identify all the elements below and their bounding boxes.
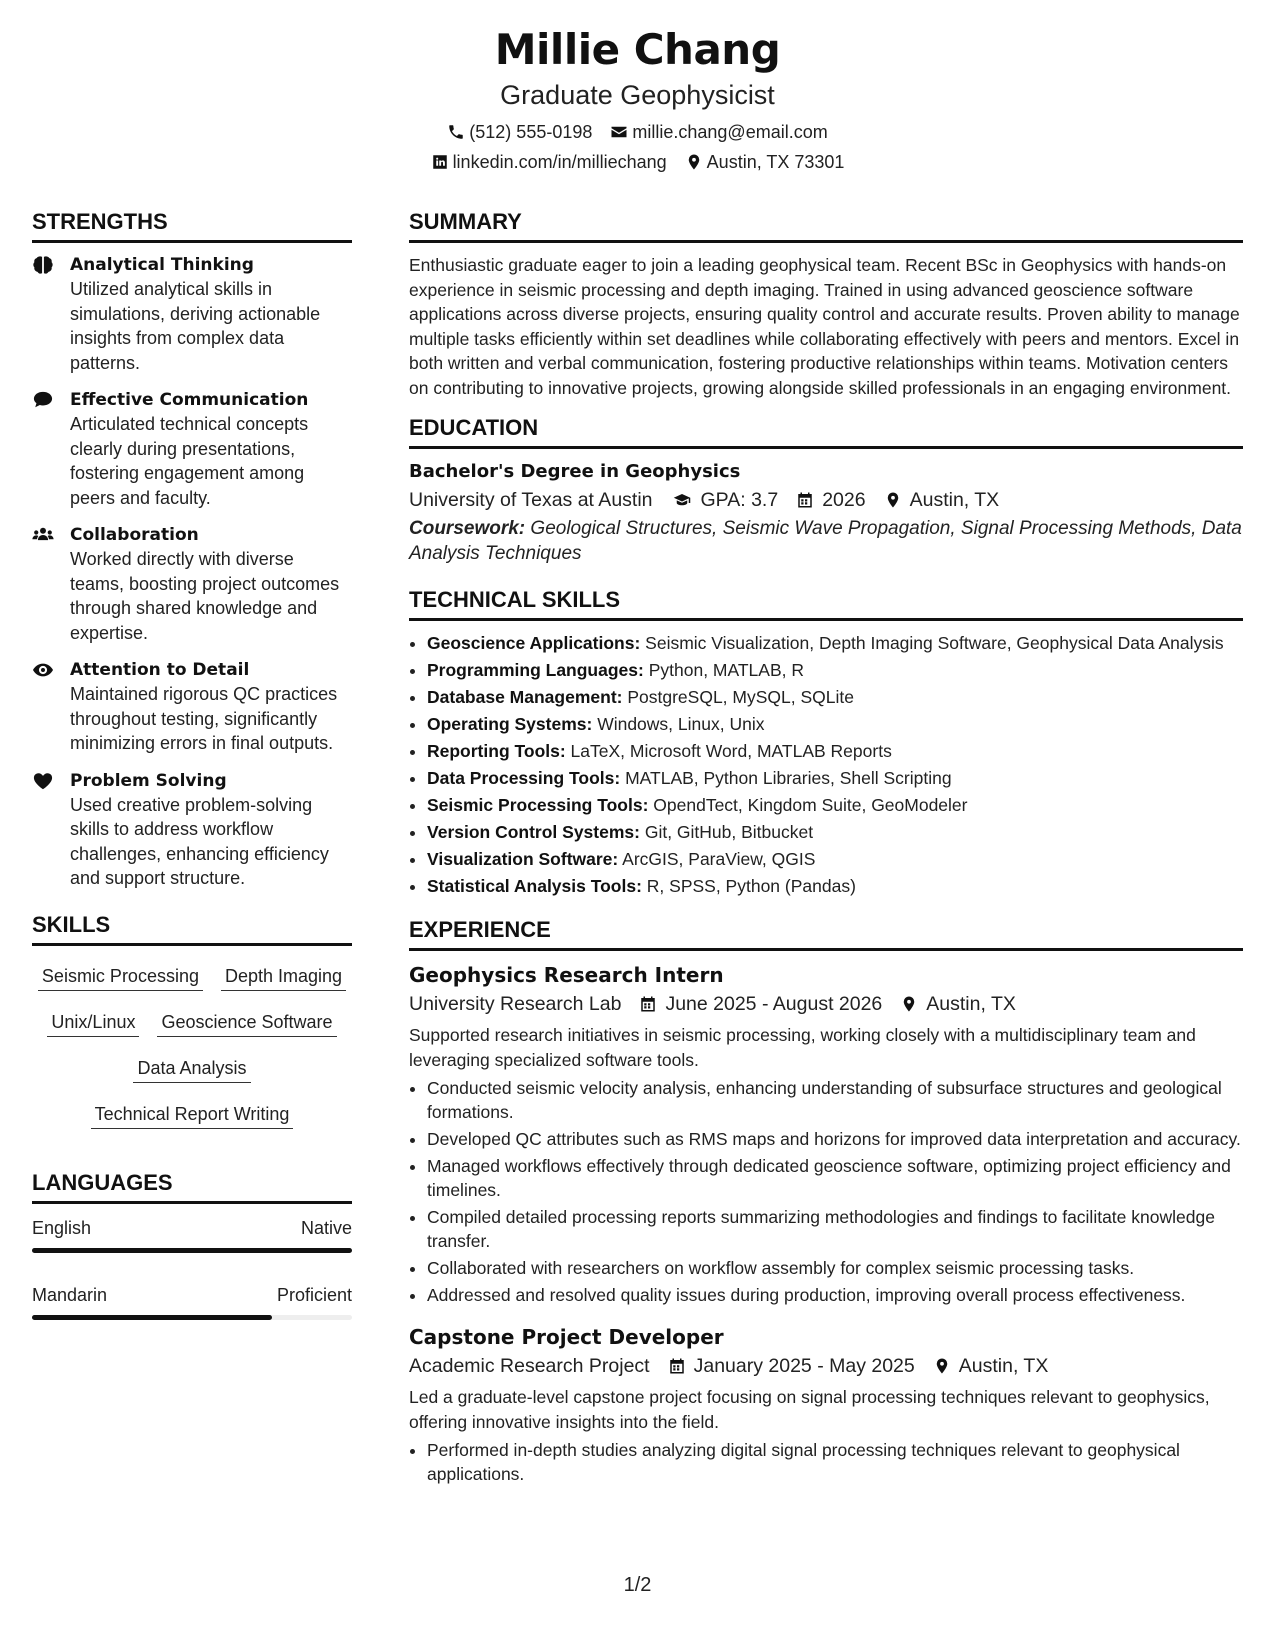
map-pin-icon: [900, 995, 918, 1013]
tech-skill-value: ArcGIS, ParaView, QGIS: [618, 849, 816, 869]
skill-tag: Data Analysis: [133, 1056, 250, 1083]
strength-description: Maintained rigorous QC practices throughout testing, significantly minimizing errors in final outputs.: [70, 684, 338, 753]
experience-heading: EXPERIENCE: [409, 916, 1243, 951]
location-text: Austin, TX 73301: [706, 152, 845, 172]
tech-skill-value: R, SPSS, Python (Pandas): [641, 876, 856, 896]
strength-item: [32, 388, 352, 510]
language-proficiency-bar: [32, 1315, 352, 1320]
job-title: Capstone Project Developer: [409, 1325, 724, 1349]
job-summary: Led a graduate-level capstone project focusing on signal processing techniques relevant to geophysics, offering innovative insights into the field.: [409, 1387, 1210, 1432]
envelope-icon: [610, 123, 628, 141]
school-name: [409, 485, 653, 515]
tech-skill-label: Data Processing Tools:: [427, 768, 621, 788]
skills-heading: SKILLS: [32, 911, 352, 946]
languages-heading: LANGUAGES: [32, 1169, 352, 1204]
summary-heading: SUMMARY: [409, 208, 1243, 243]
location-contact: [685, 150, 845, 174]
languages-list: [32, 1216, 352, 1320]
strength-title: Analytical Thinking: [70, 255, 254, 275]
skill-tag: Depth Imaging: [221, 964, 346, 991]
education-location: [884, 485, 1000, 515]
job-bullet: • Addressed and resolved quality issues during production, improving overall process effectiveness.: [427, 1283, 1243, 1307]
job-meta: [409, 1351, 1243, 1381]
page-indicator: 1/2: [623, 1574, 652, 1596]
job-location: [900, 989, 1016, 1019]
job-dates-text: January 2025 - May 2025: [693, 1355, 915, 1377]
job-summary: Supported research initiatives in seismic processing, working closely with a multidisciplinary team and leveraging specialized software tools.: [409, 1025, 1196, 1070]
tech-skill-item: [427, 766, 1243, 790]
language-level: Proficient: [276, 1284, 352, 1305]
strength-title: Effective Communication: [70, 390, 309, 410]
job-location: [933, 1351, 1049, 1381]
tech-skill-value: LaTeX, Microsoft Word, MATLAB Reports: [565, 741, 892, 761]
heart-icon: [32, 771, 54, 791]
phone-contact: [447, 120, 592, 144]
job-bullet: • Compiled detailed processing reports summarizing methodologies and findings to facilitate knowledge transfer.: [427, 1205, 1243, 1253]
right-column: [409, 208, 1243, 1502]
job-dates: [668, 1351, 915, 1381]
school-name-text: University of Texas at Austin: [409, 489, 653, 511]
users-icon: [32, 525, 54, 545]
education-location-text: Austin, TX: [909, 489, 1000, 511]
brain-icon: [32, 255, 54, 275]
education-meta: [409, 485, 1243, 515]
coursework-text: Geological Structures, Seismic Wave Propagation, Signal Processing Methods, Data Analysis Techniques: [409, 518, 1242, 564]
strength-item: [32, 523, 352, 645]
tech-skill-value: OpendTect, Kingdom Suite, GeoModeler: [648, 795, 968, 815]
contact-row-2: [0, 150, 1275, 174]
speech-bubble-icon: [32, 390, 54, 410]
experience-entry: [409, 961, 1243, 1307]
tech-skill-value: Git, GitHub, Bitbucket: [639, 822, 814, 842]
tech-skill-item: [427, 820, 1243, 844]
strengths-heading: STRENGTHS: [32, 208, 352, 243]
job-bullets: [409, 1076, 1243, 1307]
job-bullets: [409, 1438, 1243, 1486]
calendar-icon: [796, 491, 814, 509]
skill-tag: Technical Report Writing: [91, 1102, 294, 1129]
tech-skill-label: Programming Languages:: [427, 660, 644, 680]
gpa: [671, 485, 779, 515]
job-title: Geophysics Research Intern: [409, 963, 724, 987]
tech-skill-item: [427, 685, 1243, 709]
strength-title: Problem Solving: [70, 770, 227, 791]
coursework-label: Coursework:: [409, 518, 526, 539]
linkedin-text[interactable]: linkedin.com/in/milliechang: [452, 152, 667, 172]
candidate-title: Graduate Geophysicist: [500, 80, 775, 110]
summary-text: Enthusiastic graduate eager to join a leading geophysical team. Recent BSc in Geophysics with hands-on experience in seismic processing and depth imaging. Trained in using advanced geoscience software applications across diverse projects, ensuring quality control and accurate results. Proven ability to manage multiple tasks efficiently within set deadlines while collaborating effectively with peers and mentors. Excel in both written and verbal communication, fostering productive relationships within teams. Motivation centers on contributing to innovative projects, growing alongside skilled professionals in an engaging environment.: [409, 255, 1240, 398]
language-name: Mandarin: [32, 1284, 108, 1305]
graduation-year: [796, 485, 865, 515]
contact-row-1: [0, 120, 1275, 144]
tech-skill-label: Statistical Analysis Tools:: [427, 876, 642, 896]
tech-skill-value: Windows, Linux, Unix: [592, 714, 765, 734]
job-org-text: University Research Lab: [409, 993, 622, 1015]
language-proficiency-bar: [32, 1248, 352, 1253]
tech-skill-label: Seismic Processing Tools:: [427, 795, 649, 815]
resume-header: [0, 24, 1275, 174]
job-bullet: • Managed workflows effectively through dedicated geoscience software, optimizing project efficiency and timelines.: [427, 1154, 1243, 1202]
job-location-text: Austin, TX: [926, 993, 1016, 1015]
job-bullet: • Conducted seismic velocity analysis, enhancing understanding of subsurface structures and geological formations.: [427, 1076, 1243, 1124]
tech-skill-item: [427, 658, 1243, 682]
phone-icon: [447, 123, 465, 141]
left-column: [32, 208, 352, 1350]
year-text: 2026: [822, 489, 866, 511]
technical-skills-heading: TECHNICAL SKILLS: [409, 586, 1243, 621]
graduation-cap-icon: [671, 491, 693, 509]
tech-skill-item: [427, 739, 1243, 763]
linkedin-contact[interactable]: [431, 150, 667, 174]
skill-tag: Geoscience Software: [157, 1010, 336, 1037]
map-pin-icon: [933, 1357, 951, 1375]
language-name: English: [32, 1217, 92, 1238]
strength-description: Worked directly with diverse teams, boosting project outcomes through shared knowledge and expertise.: [70, 549, 340, 643]
tech-skill-value: Seismic Visualization, Depth Imaging Software, Geophysical Data Analysis: [640, 633, 1224, 653]
experience-entry: [409, 1323, 1243, 1486]
tech-skill-value: PostgreSQL, MySQL, SQLite: [622, 687, 854, 707]
coursework: [409, 517, 1243, 566]
tech-skill-label: Version Control Systems:: [427, 822, 640, 842]
gpa-text: GPA: 3.7: [700, 489, 779, 511]
skills-list: [32, 956, 352, 1129]
strength-item: [32, 658, 352, 756]
tech-skill-value: Python, MATLAB, R: [643, 660, 804, 680]
technical-skills-list: [409, 631, 1243, 898]
job-bullet: • Developed QC attributes such as RMS maps and horizons for improved data interpretation and accuracy.: [427, 1127, 1243, 1151]
map-pin-icon: [685, 153, 703, 171]
job-meta: [409, 989, 1243, 1019]
strength-title: Collaboration: [70, 525, 199, 545]
language-row: [32, 1283, 352, 1307]
strength-description: Used creative problem-solving skills to address workflow challenges, enhancing efficiency and support structure.: [70, 794, 329, 888]
tech-skill-label: Geoscience Applications:: [427, 633, 641, 653]
tech-skill-item: [427, 631, 1243, 655]
job-org: [409, 1351, 650, 1381]
email-contact[interactable]: [610, 120, 827, 144]
job-bullet: • Collaborated with researchers on workflow assembly for complex seismic processing tasks.: [427, 1256, 1243, 1280]
strength-item: [32, 253, 352, 375]
job-org: [409, 989, 621, 1019]
job-dates: [639, 989, 882, 1019]
linkedin-icon: [431, 153, 449, 171]
education-heading: EDUCATION: [409, 414, 1243, 449]
tech-skill-item: [427, 847, 1243, 871]
map-pin-icon: [884, 491, 902, 509]
calendar-icon: [668, 1357, 686, 1375]
language-level: Native: [300, 1217, 352, 1238]
language-proficiency-fill: [32, 1248, 352, 1253]
eye-icon: [32, 660, 54, 680]
calendar-icon: [639, 995, 657, 1013]
candidate-name: Millie Chang: [494, 25, 781, 74]
degree-title: Bachelor's Degree in Geophysics: [409, 461, 741, 482]
tech-skill-item: [427, 712, 1243, 736]
skill-tag: Seismic Processing: [38, 964, 203, 991]
email-text[interactable]: millie.chang@email.com: [632, 122, 828, 142]
job-bullet: • Performed in-depth studies analyzing digital signal processing techniques relevant to geophysical applications.: [427, 1438, 1243, 1486]
strength-item: [32, 769, 352, 891]
job-dates-text: June 2025 - August 2026: [665, 993, 883, 1015]
language-proficiency-fill: [32, 1315, 272, 1320]
tech-skill-item: [427, 874, 1243, 898]
skill-tag: Unix/Linux: [47, 1010, 139, 1037]
strength-description: Utilized analytical skills in simulations, deriving actionable insights from complex data patterns.: [70, 279, 321, 373]
language-row: [32, 1216, 352, 1240]
tech-skill-label: Visualization Software:: [427, 849, 619, 869]
tech-skill-item: [427, 793, 1243, 817]
strength-description: Articulated technical concepts clearly during presentations, fostering engagement among peers and faculty.: [70, 414, 309, 508]
tech-skill-label: Reporting Tools:: [427, 741, 566, 761]
job-org-text: Academic Research Project: [409, 1355, 650, 1377]
tech-skill-label: Operating Systems:: [427, 714, 593, 734]
phone-text: (512) 555-0198: [469, 122, 593, 142]
tech-skill-value: MATLAB, Python Libraries, Shell Scripting: [620, 768, 952, 788]
strength-title: Attention to Detail: [70, 660, 250, 680]
tech-skill-label: Database Management:: [427, 687, 623, 707]
job-location-text: Austin, TX: [958, 1355, 1049, 1377]
